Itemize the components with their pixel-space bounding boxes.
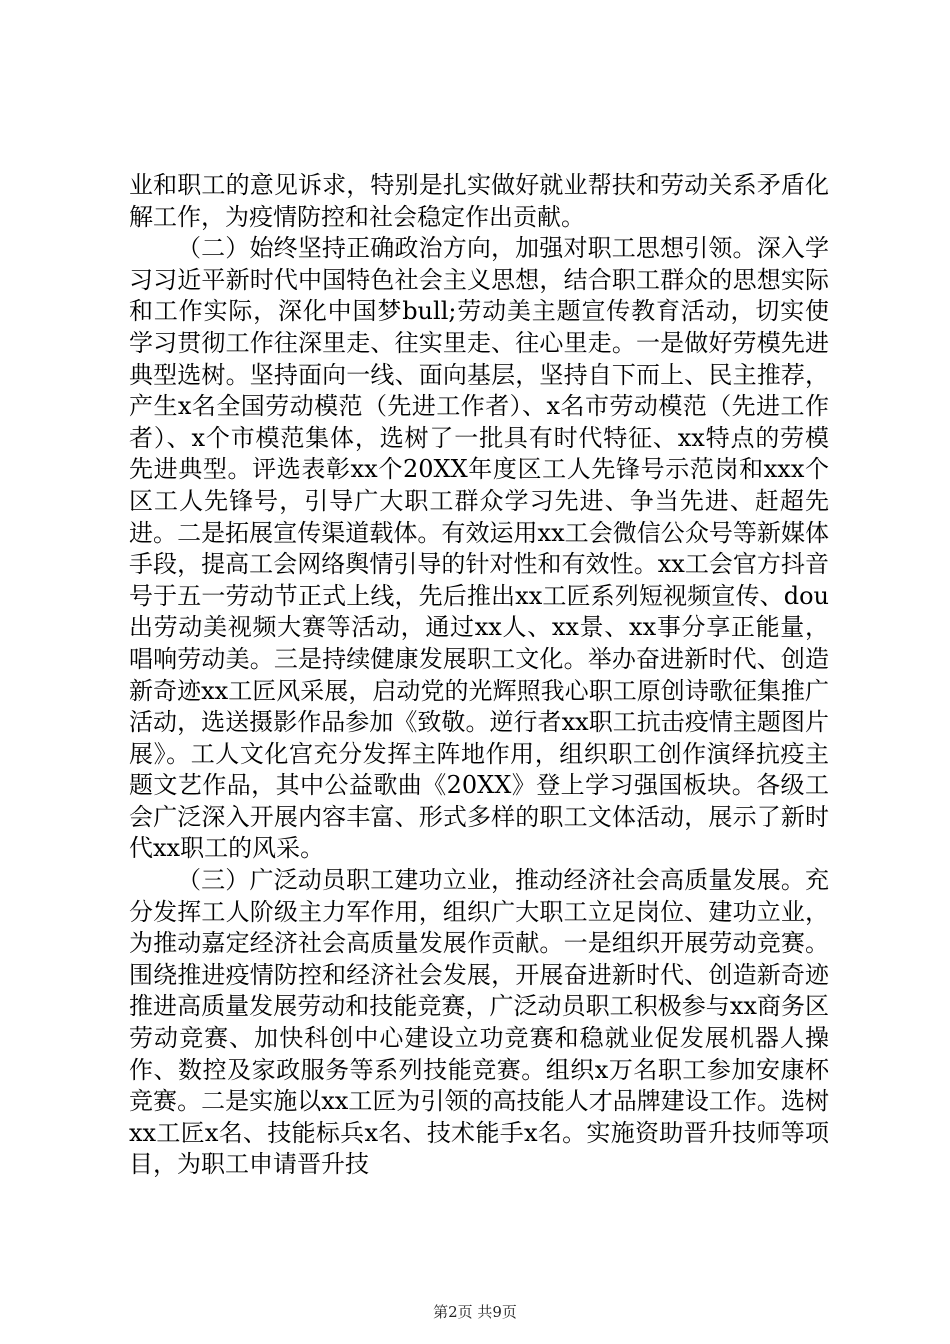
paragraph-section-two: （二）始终坚持正确政治方向，加强对职工思想引领。深入学习习近平新时代中国特色社会主义思想，结合职工群众的思想实际和工作实际，深化中国梦bull;劳动美主题宣传教育活动，切实使学习贯彻工作往深里走、往实里走、往心里走。一是做好劳模先进典型选树。坚持面向一线、面向基层，坚持自下而上、民主推荐，产生x名全国劳动模范（先进工作者）、x名市劳动模范（先进工作者）、x个市模范集体，选树了一批具有时代特征、xx特点的劳模先进典型。评选表彰xx个20XX年度区工人先锋号示范岗和xxx个区工人先锋号，引导广大职工群众学习先进、争当先进、赶超先进。二是拓展宣传渠道载体。有效运用xx工会微信公众号等新媒体手段，提高工会网络舆情引导的针对性和有效性。xx工会官方抖音号于五一劳动节正式上线，先后推出xx工匠系列短视频宣传、dou出劳动美视频大赛等活动，通过xx人、xx景、xx事分享正能量，唱响劳动美。三是持续健康发展职工文化。举办奋进新时代、创造新奇迹xx工匠风采展，启动党的光辉照我心职工原创诗歌征集推广活动，选送摄影作品参加《致敬。逆行者xx职工抗击疫情主题图片展》。工人文化宫充分发挥主阵地作用，组织职工创作演绎抗疫主题文艺作品，其中公益歌曲《20XX》登上学习强国板块。各级工会广泛深入开展内容丰富、形式多样的职工文体活动，展示了新时代xx职工的风采。 bbox=[129, 234, 829, 863]
document-body bbox=[129, 170, 829, 1181]
paragraph-continuation: 业和职工的意见诉求，特别是扎实做好就业帮扶和劳动关系矛盾化解工作，为疫情防控和社会稳定作出贡献。 bbox=[129, 171, 829, 231]
paragraph-section-three: （三）广泛动员职工建功立业，推动经济社会高质量发展。充分发挥工人阶级主力军作用，组织广大职工立足岗位、建功立业，为推动嘉定经济社会高质量发展作贡献。一是组织开展劳动竞赛。围绕推进疫情防控和经济社会发展，开展奋进新时代、创造新奇迹推进高质量发展劳动和技能竞赛，广泛动员职工积极参与xx商务区劳动竞赛、加快科创中心建设立功竞赛和稳就业促发展机器人操作、数控及家政服务等系列技能竞赛。组织x万名职工参加安康杯竞赛。二是实施以xx工匠为引领的高技能人才品牌建设工作。选树xx工匠x名、技能标兵x名、技术能手x名。实施资助晋升技师等项目，为职工申请晋升技 bbox=[129, 866, 829, 1179]
page-number-footer: 第2页 共9页 bbox=[433, 1303, 517, 1321]
